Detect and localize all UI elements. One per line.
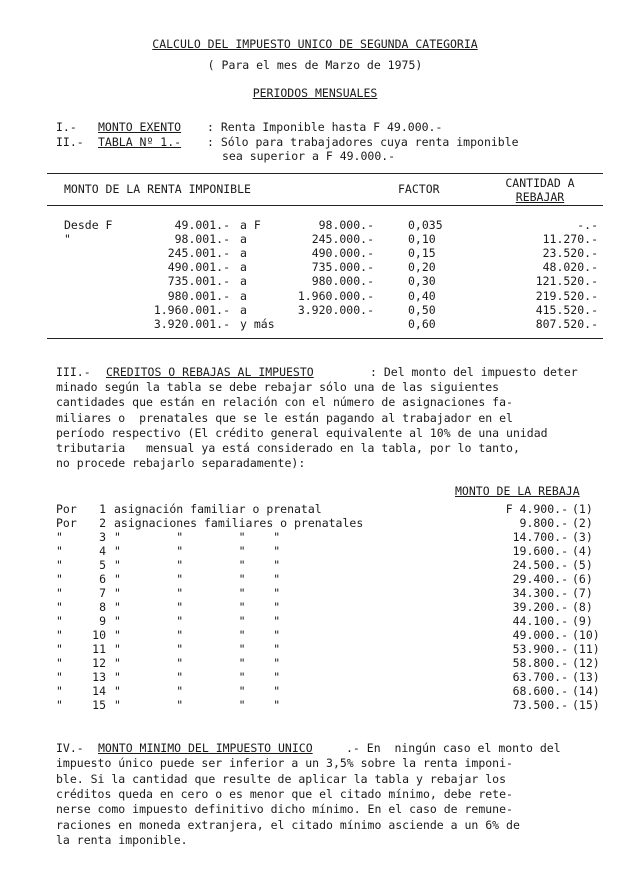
section-iv-line: .- En ningún caso el monto del: [346, 741, 561, 755]
credit-row-amount: 9.800.-: [519, 516, 568, 530]
credit-row-index: (4): [572, 544, 593, 558]
credit-row-amount: 14.700.-: [512, 530, 568, 544]
credit-row-amount: F 4.900.-: [505, 502, 568, 516]
section-iii-line: minado según la tabla se debe rebajar sólo una de las siguientes: [56, 380, 500, 395]
tax-row-to: 98.000.-: [318, 218, 374, 232]
credit-row-description: " " " ": [114, 698, 281, 712]
credit-row-prefix: ": [56, 642, 63, 656]
credit-row-description: " " " ": [114, 586, 281, 600]
credit-row-count: 11: [92, 642, 106, 656]
tax-row-from: 735.001.-: [167, 274, 230, 289]
credit-row-prefix: Por: [56, 502, 77, 516]
credit-row-prefix: ": [56, 684, 63, 698]
credit-row-count: 13: [92, 670, 106, 684]
credit-row-count: 7: [99, 586, 106, 600]
tax-row-separator: a: [240, 260, 247, 275]
tax-row-factor: 0,20: [408, 260, 436, 275]
tax-row-separator: a: [240, 302, 247, 317]
credit-row-index: (14): [572, 684, 600, 698]
credit-row-count: 10: [92, 628, 106, 642]
section-iv-line: la renta imponible.: [56, 832, 188, 847]
credit-row-index: (7): [572, 586, 593, 600]
credit-row-count: 15: [92, 698, 106, 712]
tax-row-factor: 0,50: [408, 302, 436, 317]
credit-row-index: (2): [572, 516, 593, 530]
credit-row-description: " " " ": [114, 656, 281, 670]
tax-row-prefix: ": [64, 232, 71, 247]
credit-row-count: 8: [99, 600, 106, 614]
section-iii-label: CREDITOS O REBAJAS AL IMPUESTO: [106, 365, 314, 379]
credit-row-count: 5: [99, 558, 106, 572]
tax-row-from: 98.001.-: [174, 232, 230, 247]
credit-row-prefix: ": [56, 698, 63, 712]
credit-row-count: 9: [99, 614, 106, 628]
credit-row-index: (1): [572, 502, 593, 516]
section-ii-text-cont: sea superior a F 49.000.-: [222, 149, 396, 163]
credit-row-amount: 49.000.-: [512, 628, 568, 642]
tax-row-rebaja: 11.270.-: [542, 232, 598, 247]
credit-row-prefix: ": [56, 558, 63, 572]
credit-row-prefix: ": [56, 530, 63, 544]
credit-row-amount: 53.900.-: [512, 642, 568, 656]
credit-row-description: " " " ": [114, 544, 281, 558]
tax-row-to: 245.000.-: [311, 232, 374, 247]
tax-row-factor: 0,40: [408, 288, 436, 303]
section-iii-line: tributaria mensual ya está considerado en la tabla, por lo tanto,: [56, 441, 520, 455]
section-iii-line: : Del monto del impuesto deter: [370, 365, 578, 379]
tax-row-rebaja: 807.520.-: [535, 316, 598, 331]
tax-row-from: 980.001.-: [167, 288, 230, 303]
section-ii-label: TABLA Nº 1.-: [98, 135, 182, 149]
section-iii-line: miliares o prenatales que se le están pagando al trabajador en el: [56, 410, 513, 425]
credit-row-amount: 63.700.-: [512, 670, 568, 684]
credit-row-index: (5): [572, 558, 593, 572]
tax-row-separator: a: [240, 246, 247, 261]
credit-row-description: " " " ": [114, 558, 281, 572]
credit-row-amount: 19.600.-: [512, 544, 568, 558]
section-title: PERIODOS MENSUALES: [252, 86, 378, 100]
section-ii-text: : Sólo para trabajadores cuya renta imponible: [207, 135, 519, 149]
credit-row-index: (9): [572, 614, 593, 628]
credit-row-description: " " " ": [114, 614, 281, 628]
tax-row-factor: 0,60: [408, 316, 436, 331]
credit-row-amount: 39.200.-: [512, 600, 568, 614]
credit-row-amount: 68.600.-: [512, 684, 568, 698]
section-iv-number: IV.-: [56, 741, 84, 755]
tax-row-factor: 0,30: [408, 274, 436, 289]
credit-row-description: " " " ": [114, 684, 281, 698]
tax-row-from: 49.001.-: [174, 218, 230, 232]
credit-row-description: " " " ": [114, 600, 281, 614]
section-ii-number: II.-: [56, 135, 84, 149]
credit-row-index: (8): [572, 600, 593, 614]
section-i-label: MONTO EXENTO: [98, 120, 182, 134]
credit-row-amount: 29.400.-: [512, 572, 568, 586]
credit-row-prefix: ": [56, 628, 63, 642]
tax-row-from: 245.001.-: [167, 246, 230, 261]
tax-row-rebaja: 219.520.-: [535, 288, 598, 303]
document-subtitle: ( Para el mes de Marzo de 1975): [207, 58, 423, 72]
tax-row-separator: a: [240, 232, 247, 247]
section-iv-line: nerse como impuesto definitivo dicho mínimo. En el caso de remune-: [56, 802, 513, 817]
tax-row-from: 1.960.001.-: [153, 302, 230, 317]
section-iii-number: III.-: [56, 365, 91, 379]
tax-row-to: 735.000.-: [311, 260, 374, 275]
tax-row-rebaja: -.-: [577, 218, 598, 232]
credit-row-count: 1: [99, 502, 106, 516]
tax-row-rebaja: 48.020.-: [542, 260, 598, 275]
tax-row-rebaja: 23.520.-: [542, 246, 598, 261]
credit-row-amount: 34.300.-: [512, 586, 568, 600]
credit-row-index: (13): [572, 670, 600, 684]
credit-row-count: 6: [99, 572, 106, 586]
tax-row-separator: a F: [240, 218, 261, 232]
tax-row-separator: y más: [240, 316, 275, 331]
table-bottom-rule: [47, 338, 603, 339]
tax-row-rebaja: 121.520.-: [535, 274, 598, 289]
credit-row-count: 2: [99, 516, 106, 530]
tax-row-from: 3.920.001.-: [153, 316, 230, 331]
section-iv-line: impuesto único puede ser inferior a un 3,5% sobre la renta imponi-: [56, 756, 513, 771]
section-i-number: I.-: [56, 120, 77, 134]
tax-row-to: 980.000.-: [311, 274, 374, 289]
credit-row-description: " " " ": [114, 572, 281, 586]
credit-row-index: (11): [572, 642, 600, 656]
credit-row-amount: 73.500.-: [512, 698, 568, 712]
table-header-rule: [47, 205, 603, 206]
tax-row-factor: 0,15: [408, 246, 436, 261]
credit-row-amount: 24.500.-: [512, 558, 568, 572]
credit-row-prefix: Por: [56, 516, 77, 530]
credit-row-prefix: ": [56, 670, 63, 684]
section-iv-label: MONTO MINIMO DEL IMPUESTO UNICO: [98, 741, 313, 755]
credit-row-prefix: ": [56, 572, 63, 586]
tax-row-to: 3.920.000.-: [297, 302, 374, 317]
tax-row-separator: a: [240, 288, 247, 303]
credit-row-count: 14: [92, 684, 106, 698]
tax-row-rebaja: 415.520.-: [535, 302, 598, 317]
credit-row-index: (15): [572, 698, 600, 712]
tax-row-from: 490.001.-: [167, 260, 230, 275]
header-rebajar: REBAJAR: [515, 190, 565, 204]
section-iii-line: período respectivo (El crédito general equivalente al 10% de una unidad: [56, 425, 548, 440]
header-cantidad: CANTIDAD A: [505, 176, 575, 190]
credit-row-index: (3): [572, 530, 593, 544]
credit-row-index: (12): [572, 656, 600, 670]
credit-row-prefix: ": [56, 600, 63, 614]
tax-row-prefix: Desde F: [64, 218, 113, 232]
credit-row-index: (6): [572, 572, 593, 586]
section-iv-line: raciones en moneda extranjera, el citado mínimo asciende a un 6% de: [56, 817, 520, 832]
header-monto: MONTO DE LA RENTA IMPONIBLE: [64, 182, 251, 196]
credit-row-description: " " " ": [114, 530, 281, 544]
credit-row-prefix: ": [56, 656, 63, 670]
header-factor: FACTOR: [398, 182, 440, 196]
credit-row-description: " " " ": [114, 628, 281, 642]
credit-row-description: " " " ": [114, 642, 281, 656]
credit-row-description: " " " ": [114, 670, 281, 684]
section-iii-line: cantidades que están en relación con el número de asignaciones fa-: [56, 395, 513, 410]
document-title: CALCULO DEL IMPUESTO UNICO DE SEGUNDA CATEGORIA: [152, 37, 478, 51]
credit-row-count: 12: [92, 656, 106, 670]
tax-row-factor: 0,10: [408, 232, 436, 247]
credit-row-count: 3: [99, 530, 106, 544]
credit-row-amount: 44.100.-: [512, 614, 568, 628]
section-iv-line: ble. Si la cantidad que resulte de aplicar la tabla y rebajar los: [56, 771, 507, 786]
credit-row-amount: 58.800.-: [512, 656, 568, 670]
tax-row-to: 1.960.000.-: [297, 288, 374, 303]
table-top-rule: [47, 173, 603, 174]
credit-row-description: asignación familiar o prenatal: [114, 502, 322, 516]
section-i-text: : Renta Imponible hasta F 49.000.-: [207, 120, 443, 134]
credit-row-count: 4: [99, 544, 106, 558]
tax-row-separator: a: [240, 274, 247, 289]
credit-row-prefix: ": [56, 614, 63, 628]
tax-row-factor: 0,035: [408, 218, 443, 232]
rebaja-column-header: MONTO DE LA REBAJA: [455, 484, 580, 498]
credit-row-index: (10): [572, 628, 600, 642]
credit-row-description: asignaciones familiares o prenatales: [114, 516, 364, 530]
credit-row-prefix: ": [56, 586, 63, 600]
credit-row-prefix: ": [56, 544, 63, 558]
section-iii-line: no procede rebajarlo separadamente):: [56, 456, 306, 471]
tax-row-to: 490.000.-: [311, 246, 374, 261]
section-iv-line: créditos queda en cero o es menor que el citado mínimo, debe rete-: [56, 786, 513, 801]
